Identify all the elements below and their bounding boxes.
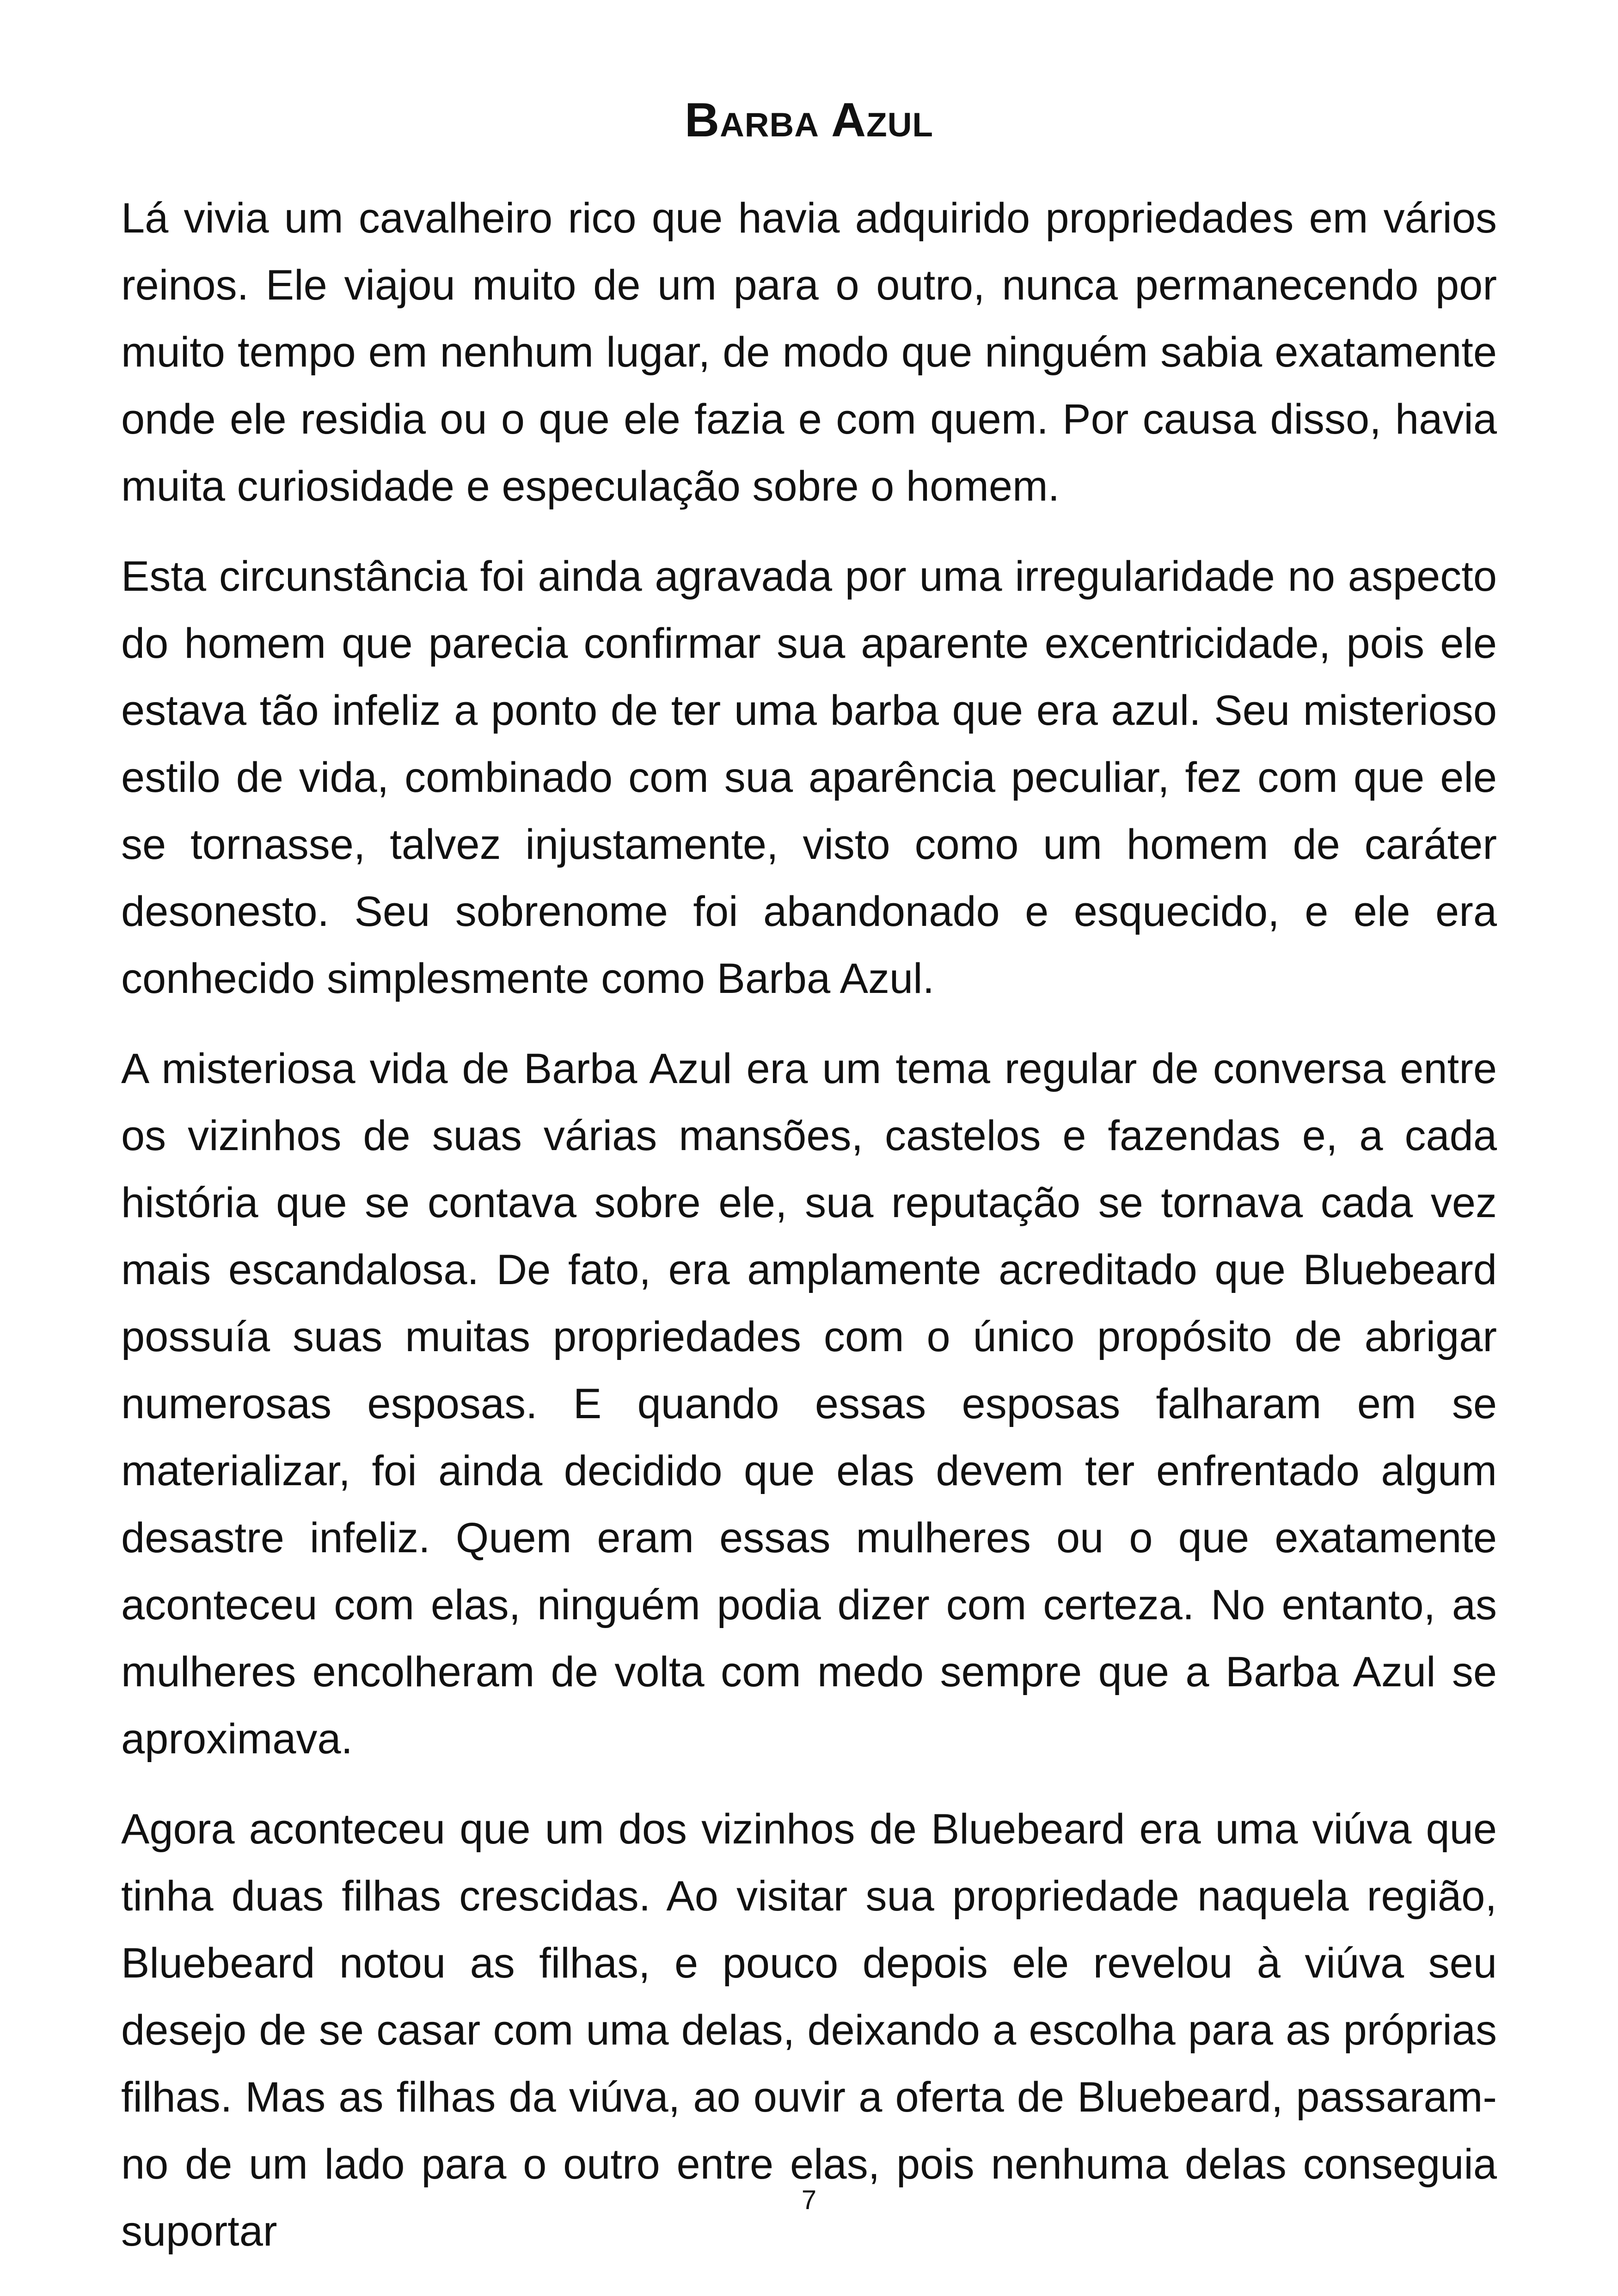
page-title: Barba Azul xyxy=(684,93,934,147)
page-number: 7 xyxy=(801,2185,817,2215)
paragraph-1: Lá vivia um cavalheiro rico que havia adquirido propriedades em vários reinos. Ele viajou muito de um para o outro, nunca permanecendo por muito tempo em nenhum lugar, de modo que ninguém sabia exatamente onde ele residia ou o que ele fazia e com quem. Por causa disso, havia muita curiosidade e especulação sobre o homem. xyxy=(121,195,1497,510)
paragraph-2: Esta circunstância foi ainda agravada por uma irregularidade no aspecto do homem que parecia confirmar sua aparente excentricidade, pois ele estava tão infeliz a ponto de ter uma barba que era azul. Seu misterioso estilo de vida, combinado com sua aparência peculiar, fez com que ele se tornasse, talvez injustamente, visto como um homem de caráter desonesto. Seu sobrenome foi abandonado e esquecido, e ele era conhecido simplesmente como Barba Azul. xyxy=(121,553,1497,1002)
paragraph-4: Agora aconteceu que um dos vizinhos de Bluebeard era uma viúva que tinha duas filhas crescidas. Ao visitar sua propriedade naquela região, Bluebeard notou as filhas, e pouco depois ele revelou à viúva seu desejo de se casar com uma delas, deixando a escolha para as próprias filhas. Mas as filhas da viúva, ao ouvir a oferta de Bluebeard, passaram-no de um lado para o outro entre elas, pois nenhuma delas conseguia suportar xyxy=(121,1806,1497,2255)
body-text xyxy=(121,185,1497,2288)
paragraph-3: A misteriosa vida de Barba Azul era um tema regular de conversa entre os vizinhos de suas várias mansões, castelos e fazendas e, a cada história que se contava sobre ele, sua reputação se tornava cada vez mais escandalosa. De fato, era amplamente acreditado que Bluebeard possuía suas muitas propriedades com o único propósito de abrigar numerosas esposas. E quando essas esposas falharam em se materializar, foi ainda decidido que elas devem ter enfrentado algum desastre infeliz. Quem eram essas mulheres ou o que exatamente aconteceu com elas, ninguém podia dizer com certeza. No entanto, as mulheres encolheram de volta com medo sempre que a Barba Azul se aproximava. xyxy=(121,1045,1497,1763)
